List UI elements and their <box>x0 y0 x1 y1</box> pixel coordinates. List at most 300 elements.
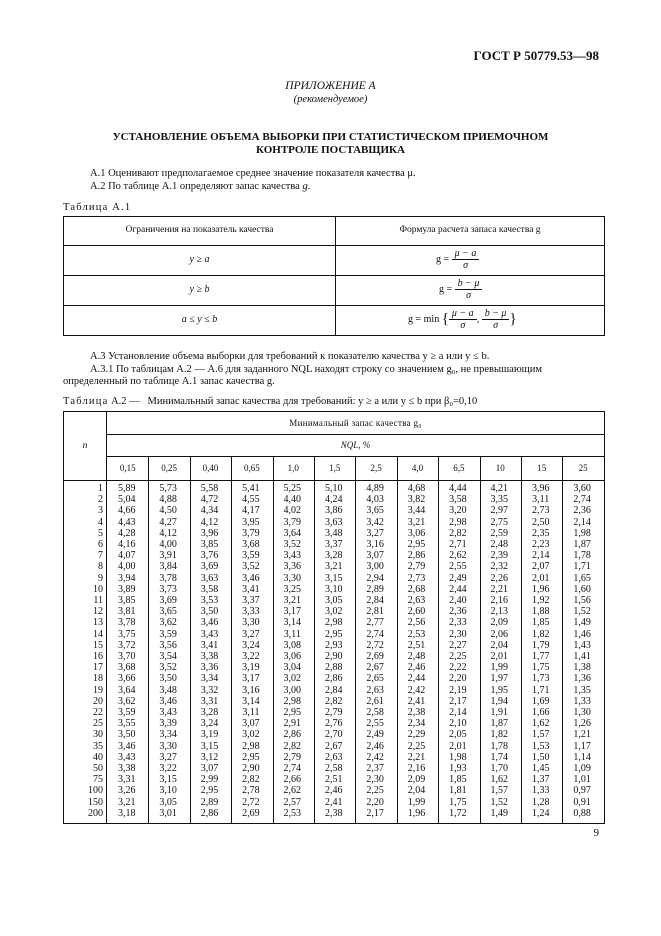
formula-fraction <box>455 278 483 301</box>
table-a2-header-bottom-line <box>64 480 604 481</box>
table-a2-cell: 2,90 <box>242 763 260 774</box>
table-a2-cell: 2,62 <box>449 550 467 562</box>
table-a2-cell: 2,57 <box>283 796 302 808</box>
paragraph-a31-line-2: определенный по таблице А.1 запас качества g. <box>63 376 275 387</box>
table-a2-cell: 1,30 <box>573 707 591 718</box>
table-a2-cell: 2,67 <box>366 662 384 674</box>
table-a2-cell: 2,53 <box>407 628 426 640</box>
table-a2-cell: 4,88 <box>159 494 177 506</box>
formula-comma: , <box>476 314 482 325</box>
table-a2-cell: 3,27 <box>242 628 260 640</box>
section-heading <box>60 131 601 157</box>
table-a2-cell: 2,22 <box>449 662 467 674</box>
table-a2-cell: 1,60 <box>573 583 591 595</box>
table-a2-cell: 1,70 <box>490 763 509 774</box>
table-a2-cell: 3,79 <box>242 527 260 539</box>
table-a2-cell: 2,32 <box>490 561 509 573</box>
table-a2-cell: 2,74 <box>283 763 302 774</box>
table-a2-cell: 2,46 <box>407 662 426 674</box>
table-a1-formula <box>436 248 479 271</box>
table-a2-cell: 4,55 <box>242 494 260 506</box>
table-a2-cell: 2,37 <box>366 763 384 774</box>
table-a2-cell: 2,89 <box>366 583 384 595</box>
table-a2-cell: 1,99 <box>407 796 426 808</box>
table-a2-cell: 0,88 <box>573 807 591 819</box>
table-a2-cell: 3,10 <box>159 785 177 797</box>
table-a2-cell: 2,79 <box>407 561 426 573</box>
table-a2-cell: 2,55 <box>366 718 384 730</box>
table-a2-cell: 2,36 <box>449 606 467 618</box>
table-a2-cell: 3,96 <box>200 527 219 539</box>
table-a2-cell: 2,71 <box>449 539 467 550</box>
table-a2-cell: 1,75 <box>531 662 550 674</box>
table-a2-cell: 1,24 <box>531 807 550 819</box>
table-a2-cell: 4,44 <box>449 483 467 494</box>
table-a2-cell: 3,22 <box>242 651 260 662</box>
table-a2-cell: 3,20 <box>449 505 467 517</box>
table-a2-cell: 2,98 <box>324 617 343 629</box>
table-a2-cell: 2,09 <box>407 774 426 786</box>
table-a2-cell: 3,01 <box>159 807 177 819</box>
table-a2-cell: 1,88 <box>531 606 550 618</box>
table-a2-n-value: 16 <box>93 651 103 662</box>
table-a2-cell: 3,46 <box>159 695 177 707</box>
table-a2-cell: 2,68 <box>407 583 426 595</box>
table-a2-cell: 1,74 <box>490 751 509 763</box>
table-a2-n-value: 1 <box>98 483 103 494</box>
table-a2-n-value: 7 <box>98 550 103 562</box>
table-a2-cell: 5,41 <box>242 483 260 494</box>
table-a2-cell: 3,41 <box>242 583 260 595</box>
appendix-title: ПРИЛОЖЕНИЕ А <box>285 80 376 92</box>
table-a2-cell: 5,89 <box>117 483 136 494</box>
table-a2-cell: 2,39 <box>490 550 509 562</box>
table-a2-cell: 2,38 <box>407 707 426 718</box>
table-a2-cell: 3,43 <box>117 751 136 763</box>
table-a2-cell: 3,41 <box>200 639 219 651</box>
formula-numerator: μ − a <box>452 248 480 260</box>
table-a2-cell: 5,73 <box>159 483 177 494</box>
table-a2-cell: 1,95 <box>490 684 509 696</box>
table-a2-cell: 4,17 <box>242 505 260 517</box>
table-a2-cell: 1,41 <box>573 651 591 662</box>
table-a2-cell: 2,94 <box>366 572 384 584</box>
table-a2-cell: 3,95 <box>242 516 260 528</box>
table-a2-cell: 4,43 <box>117 516 136 528</box>
paragraph-a1: А.1 Оценивают предполагаемое среднее значение показателя качества μ. <box>90 168 416 179</box>
table-a2-cell: 3,75 <box>117 628 136 640</box>
table-a2-cell: 2,10 <box>449 718 467 730</box>
table-a2-cell: 2,65 <box>366 673 384 685</box>
table-a2-nql-col-header: 0,15 <box>119 463 136 473</box>
table-a2-cell: 2,44 <box>407 673 426 685</box>
table-a2-cell: 5,04 <box>117 494 136 506</box>
table-a2-cell: 2,17 <box>366 807 384 819</box>
table-a2-cell: 3,35 <box>490 494 509 506</box>
table-a2-cell: 3,78 <box>117 617 136 629</box>
table-a2-cell: 3,30 <box>159 740 177 752</box>
table-a2-cell: 1,73 <box>531 673 550 685</box>
table-a2-cell: 3,27 <box>159 751 177 763</box>
table-a2-cell: 3,68 <box>242 539 260 550</box>
formula-denominator: σ <box>466 290 471 301</box>
table-a2-n-value: 3 <box>98 505 103 517</box>
table-a2-cell: 1,81 <box>449 785 467 797</box>
table-a2-n-value: 4 <box>98 516 103 528</box>
table-a2-cell: 2,04 <box>407 785 426 797</box>
table-a2-cell: 3,53 <box>200 595 219 606</box>
table-a2-cell: 1,85 <box>449 774 467 786</box>
table-a2-cell: 2,95 <box>242 751 260 763</box>
table-a2-cell: 1,56 <box>573 595 591 606</box>
table-a2-cell: 2,01 <box>490 651 509 662</box>
table-a1-header-line <box>64 245 604 246</box>
table-a2-cell: 1,62 <box>531 718 550 730</box>
table-a2-cell: 2,07 <box>531 561 550 573</box>
table-a2-cell: 3,44 <box>407 505 426 517</box>
table-a2-cell: 2,30 <box>449 628 467 640</box>
table-a2-cell: 2,20 <box>366 796 384 808</box>
table-a2-n-value: 2 <box>98 494 103 506</box>
table-a2-cell: 3,43 <box>159 707 177 718</box>
table-a2-cell: 2,14 <box>449 707 467 718</box>
table-a2-cell: 1,65 <box>573 572 591 584</box>
table-a2-nql-col-header: 10 <box>495 463 505 473</box>
table-a2-cell: 3,38 <box>200 651 219 662</box>
table-a2-cell: 1,26 <box>573 718 591 730</box>
table-a2-cell: 4,89 <box>366 483 384 494</box>
table-a2-cell: 1,46 <box>573 628 591 640</box>
table-a2-cell: 1,91 <box>490 707 509 718</box>
table-a2-cell: 3,76 <box>200 550 219 562</box>
table-a2-cell: 2,40 <box>449 595 467 606</box>
table-a2-cell: 2,46 <box>366 740 384 752</box>
table-a2-cell: 2,34 <box>407 718 426 730</box>
paragraph-a2-end: . <box>307 181 311 192</box>
table-a2-cell: 5,25 <box>283 483 302 494</box>
table-a2-cell: 1,72 <box>449 807 467 819</box>
table-a2-cell: 3,79 <box>283 516 302 528</box>
table-a2-cell: 1,33 <box>573 695 591 707</box>
table-a2-cell: 3,46 <box>117 740 136 752</box>
table-a2-cell: 2,51 <box>407 639 426 651</box>
table-a2-cell: 2,79 <box>283 751 302 763</box>
table-a2-cell: 3,46 <box>200 617 219 629</box>
table-a2-cell: 3,52 <box>159 662 177 674</box>
table-a2-cell: 3,24 <box>200 718 219 730</box>
table-a2-cell: 3,05 <box>324 595 343 606</box>
table-a2-cell: 3,10 <box>324 583 343 595</box>
table-a2-cell: 2,46 <box>324 785 343 797</box>
table-a2-n-value: 5 <box>98 527 103 539</box>
table-a2-cell: 1,97 <box>490 673 509 685</box>
table-a2-cell: 2,81 <box>366 606 384 618</box>
table-a2-cell: 2,66 <box>283 774 302 786</box>
table-a2-cell: 1,66 <box>531 707 550 718</box>
table-a2-cell: 3,59 <box>159 628 177 640</box>
table-a2-caption <box>63 396 477 407</box>
table-a2-cell: 2,01 <box>531 572 550 584</box>
table-a2-cell: 3,81 <box>117 606 136 618</box>
table-a2-cell: 2,25 <box>366 785 384 797</box>
table-a2-cell: 1,93 <box>449 763 467 774</box>
table-a2-cell: 2,16 <box>490 595 509 606</box>
table-a2-caption-number: А.2 — <box>111 396 140 407</box>
paragraph-a2-variable: g <box>302 181 308 192</box>
table-a2-n-value: 150 <box>88 796 103 808</box>
table-a2-cell: 2,09 <box>490 617 509 629</box>
table-a2-cell: 3,11 <box>532 494 550 506</box>
table-a2-cell: 2,26 <box>490 572 509 584</box>
paragraph-a2 <box>90 180 310 193</box>
table-a2-cell: 4,40 <box>283 494 302 506</box>
table-a2-n-value: 8 <box>98 561 103 573</box>
table-a2-cell: 3,62 <box>117 695 136 707</box>
table-a2-n-value: 20 <box>93 695 103 707</box>
table-a2-cell: 4,12 <box>200 516 219 528</box>
table-a2-group-header: Минимальный запас качества g₀ <box>289 418 422 428</box>
table-a2-cell: 0,91 <box>573 796 591 808</box>
table-a2-cell: 2,73 <box>531 505 550 517</box>
table-a2-cell: 3,07 <box>242 718 260 730</box>
table-a2-cell: 3,06 <box>407 527 426 539</box>
table-a2-cell: 3,11 <box>283 628 301 640</box>
table-a2-cell: 3,62 <box>159 617 177 629</box>
table-a2-cell: 2,49 <box>366 729 384 741</box>
table-a2-cell: 3,11 <box>242 707 260 718</box>
table-a2-cell: 2,62 <box>283 785 302 797</box>
table-a2-cell: 3,73 <box>159 583 177 595</box>
table-a2-cell: 2,86 <box>324 673 343 685</box>
table-a2-cell: 3,30 <box>283 572 302 584</box>
table-a2-cell: 3,91 <box>159 550 177 562</box>
table-a2-cell: 2,86 <box>407 550 426 562</box>
table-a2-cell: 3,05 <box>159 796 177 808</box>
table-a2-cell: 3,43 <box>200 628 219 640</box>
table-a2-n-value: 17 <box>93 662 103 674</box>
table-a2-cell: 2,95 <box>200 785 219 797</box>
table-a2-cell: 1,79 <box>531 639 550 651</box>
table-a2-cell: 2,72 <box>366 639 384 651</box>
table-a2-cell: 3,78 <box>159 572 177 584</box>
table-a2-cell: 2,29 <box>407 729 426 741</box>
table-a2-cell: 3,19 <box>200 729 219 741</box>
table-a2-cell: 1,69 <box>531 695 550 707</box>
table-a2-cell: 2,36 <box>573 505 591 517</box>
formula-numerator: μ − a <box>449 308 477 320</box>
table-a2-cell: 2,69 <box>366 651 384 662</box>
table-a2-cell: 4,07 <box>117 550 136 562</box>
formula-numerator: b − μ <box>455 278 483 290</box>
section-heading-line-2: КОНТРОЛЕ ПОСТАВЩИКА <box>256 144 405 156</box>
table-a2-cell: 3,64 <box>117 684 136 696</box>
table-a2-cell: 4,00 <box>117 561 136 573</box>
table-a2-cell: 3,42 <box>366 516 384 528</box>
table-a2-cell: 3,15 <box>200 740 219 752</box>
table-a2-cell: 3,66 <box>117 673 136 685</box>
table-a2-nql-col-header: 1,0 <box>287 463 299 473</box>
table-a2-cell: 3,17 <box>242 673 260 685</box>
table-a2-cell: 3,07 <box>200 763 219 774</box>
table-a2-cell: 2,63 <box>366 684 384 696</box>
table-a2-n-value: 11 <box>93 595 103 606</box>
table-a2-cell: 2,55 <box>449 561 467 573</box>
table-a1 <box>63 216 605 336</box>
table-a2-n-value: 30 <box>93 729 103 741</box>
table-a2-cell: 1,75 <box>449 796 467 808</box>
table-a2-cell: 2,63 <box>407 595 426 606</box>
table-a2-cell: 2,14 <box>531 550 550 562</box>
table-a2-cell: 2,33 <box>449 617 467 629</box>
table-a2-cell: 2,98 <box>449 516 467 528</box>
table-a2-cell: 4,66 <box>117 505 136 517</box>
table-a2-cell: 4,03 <box>366 494 384 506</box>
table-a2-cell: 2,04 <box>490 639 509 651</box>
table-a2-cell: 2,63 <box>324 751 343 763</box>
table-a2-cell: 2,61 <box>366 695 384 707</box>
table-a2-cell: 2,82 <box>242 774 260 786</box>
table-a2-n-value: 6 <box>98 539 103 550</box>
table-a2-cell: 2,97 <box>490 505 509 517</box>
table-a1-constraint: a ≤ y ≤ b <box>181 314 218 325</box>
table-a2-cell: 3,85 <box>200 539 219 550</box>
table-a2-cell: 3,08 <box>283 639 302 651</box>
table-a2-cell: 3,34 <box>200 673 219 685</box>
table-a2-cell: 2,56 <box>407 617 426 629</box>
table-a2-cell: 1,52 <box>573 606 591 618</box>
table-a2-cell: 3,19 <box>242 662 260 674</box>
table-a2-cell: 1,37 <box>531 774 550 786</box>
page-number: 9 <box>593 827 599 839</box>
table-a2-nql-col-header: 25 <box>578 463 588 473</box>
formula-denominator: σ <box>463 260 468 271</box>
table-a2-cell: 3,26 <box>117 785 136 797</box>
table-a2-cell: 2,58 <box>324 763 343 774</box>
table-a2-cell: 3,70 <box>117 651 136 662</box>
table-a2-cell: 2,23 <box>531 539 550 550</box>
table-a2-cell: 3,06 <box>283 651 302 662</box>
table-a2-cell: 2,90 <box>324 651 343 662</box>
table-a2-cell: 4,27 <box>159 516 177 528</box>
table-a2-n-header: n <box>64 412 107 480</box>
table-a2-cell: 1,01 <box>573 774 591 786</box>
table-a2-cell: 3,16 <box>366 539 384 550</box>
formula-fraction <box>452 248 480 271</box>
table-a1-row-line <box>64 275 604 276</box>
table-a2-cell: 2,84 <box>324 684 343 696</box>
table-a2-cell: 3,02 <box>242 729 260 741</box>
table-a2-cell: 2,98 <box>283 695 302 707</box>
table-a2-cell: 1,57 <box>490 785 509 797</box>
table-a2-cell: 3,46 <box>242 572 260 584</box>
table-a2-cell: 1,62 <box>490 774 509 786</box>
table-a2-cell: 2,41 <box>407 695 426 707</box>
table-a2-cell: 4,00 <box>159 539 177 550</box>
table-a2-cell: 3,36 <box>283 561 302 573</box>
table-a2-cell: 3,59 <box>117 707 136 718</box>
table-a2-cell: 3,58 <box>449 494 467 506</box>
table-a2-cell: 3,82 <box>407 494 426 506</box>
table-a2-cell: 3,15 <box>324 572 343 584</box>
table-a2-cell: 3,15 <box>159 774 177 786</box>
table-a2-caption-label: Таблица <box>63 396 109 407</box>
table-a1-formula <box>439 278 482 301</box>
table-a2-cell: 3,48 <box>324 527 343 539</box>
table-a2-n-value: 14 <box>93 628 103 640</box>
document-code: ГОСТ Р 50779.53—98 <box>473 48 599 63</box>
table-a2-cell: 3,14 <box>283 617 302 629</box>
table-a2-cell: 3,63 <box>324 516 343 528</box>
table-a2-cell: 1,78 <box>573 550 591 562</box>
table-a2-cell: 2,42 <box>407 684 426 696</box>
table-a2-cell: 2,25 <box>407 740 426 752</box>
table-a2-cell: 3,16 <box>242 684 260 696</box>
table-a2-cell: 1,96 <box>531 583 550 595</box>
table-a2-n-value: 19 <box>93 684 103 696</box>
table-a2-cell: 3,37 <box>242 595 260 606</box>
formula-lhs: g = min <box>408 313 440 325</box>
table-a2-cell: 4,21 <box>490 483 509 494</box>
table-a2-cell: 2,79 <box>324 707 343 718</box>
formula-denominator: σ <box>460 320 466 331</box>
table-a1-col2-header: Формула расчета запаса качества g <box>399 225 541 235</box>
table-a2-cell: 3,02 <box>324 606 343 618</box>
table-a2-cell: 2,48 <box>407 651 426 662</box>
table-a2-cell: 2,76 <box>324 718 343 730</box>
table-a2-cell: 2,27 <box>449 639 467 651</box>
table-a2-cell: 2,60 <box>407 606 426 618</box>
table-a2-cell: 3,63 <box>200 572 219 584</box>
table-a2-cell: 2,95 <box>324 628 343 640</box>
table-a2-cell: 3,50 <box>159 673 177 685</box>
table-a2 <box>63 411 605 824</box>
table-a2-cell: 3,37 <box>324 539 343 550</box>
table-a2-cell: 3,55 <box>117 718 136 730</box>
table-a2-cell: 3,24 <box>242 639 260 651</box>
table-a2-cell: 1,71 <box>573 561 591 573</box>
paragraph-a2-text: А.2 По таблице А.1 определяют запас качества <box>90 181 303 192</box>
table-a2-nql-header: NQL, % <box>340 440 371 450</box>
table-a2-cell: 2,82 <box>283 740 302 752</box>
table-a2-cell: 1,49 <box>573 617 591 629</box>
table-a2-cell: 3,69 <box>200 561 219 573</box>
table-a2-cell: 2,91 <box>283 718 302 730</box>
table-a2-cell: 2,89 <box>200 796 219 808</box>
table-a1-constraint: y ≥ a <box>189 254 210 265</box>
table-a2-cell: 1,28 <box>531 796 550 808</box>
table-a2-cell: 3,31 <box>200 695 219 707</box>
table-a2-cell: 3,14 <box>242 695 260 707</box>
table-a2-cell: 2,48 <box>490 539 509 550</box>
table-a2-n-value: 9 <box>98 572 103 584</box>
table-a2-cell: 3,18 <box>117 807 136 819</box>
table-a2-nql-col-header: 0,65 <box>244 463 260 473</box>
table-a2-cell: 3,50 <box>117 729 136 741</box>
table-a2-cell: 2,44 <box>449 583 467 595</box>
table-a2-cell: 2,82 <box>324 695 343 707</box>
table-a2-cell: 3,38 <box>117 763 136 774</box>
table-a2-cell: 3,12 <box>200 751 219 763</box>
table-a2-cell: 1,49 <box>490 807 509 819</box>
table-a2-n-value: 200 <box>88 807 103 819</box>
table-a2-cell: 5,58 <box>200 483 219 494</box>
table-a2-n-value: 50 <box>93 763 103 774</box>
table-a2-cell: 1,85 <box>531 617 550 629</box>
table-a2-cell: 2,16 <box>407 763 426 774</box>
table-a2-cell: 2,84 <box>366 595 384 606</box>
table-a2-cell: 2,17 <box>449 695 467 707</box>
table-a2-cell: 1,92 <box>531 595 550 606</box>
